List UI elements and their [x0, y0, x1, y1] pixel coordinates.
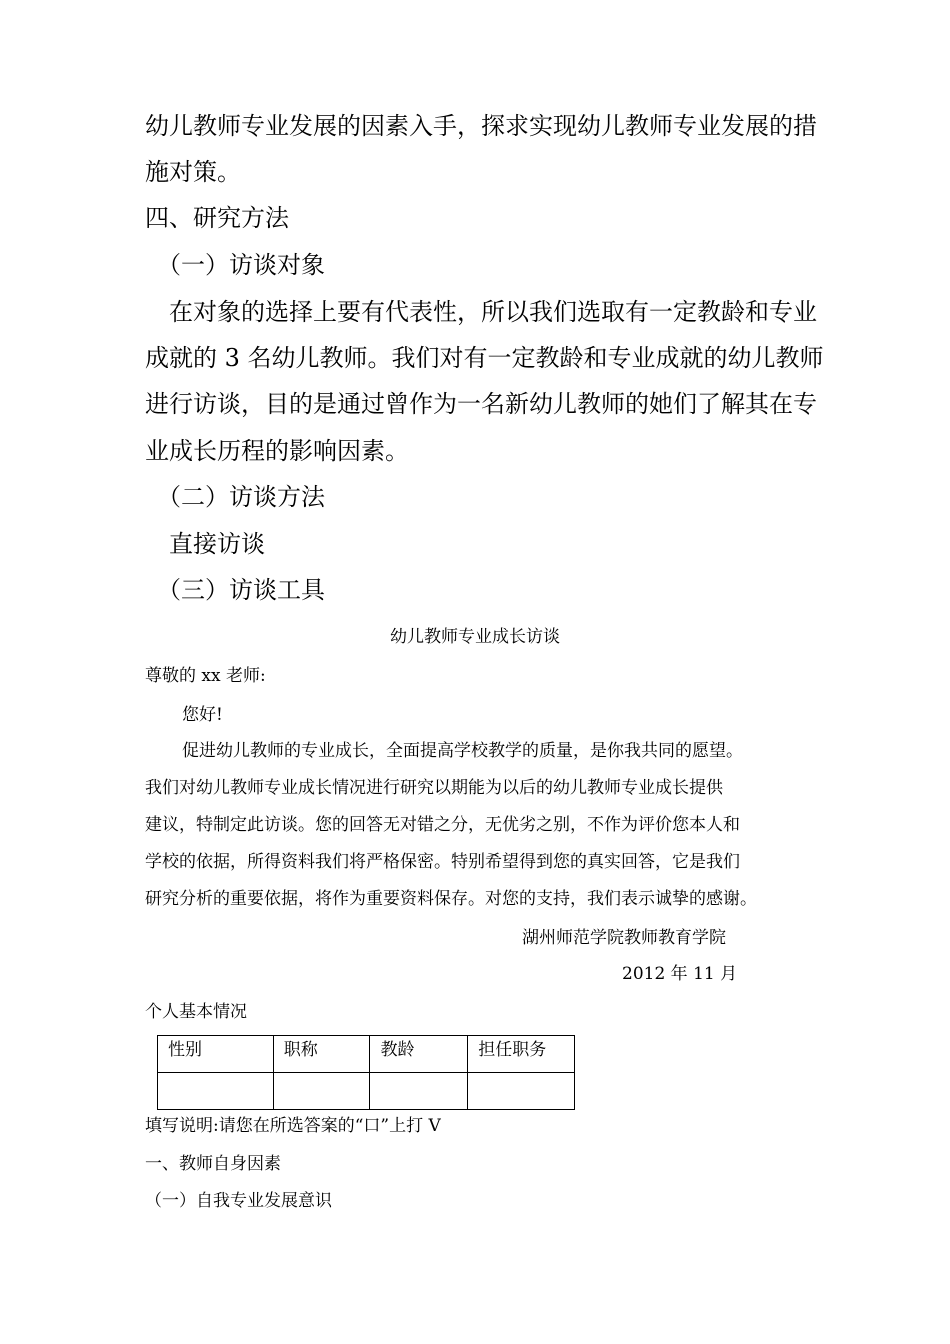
gender-cell[interactable]: [158, 1073, 274, 1110]
table-header-row: [158, 1036, 575, 1073]
table-header-cell: 担任职务: [468, 1036, 575, 1073]
intro-line-2: 施对策。: [145, 158, 241, 186]
letter-line: 我们对幼儿教师专业成长情况进行研究以期能为以后的幼儿教师专业成长提供: [145, 778, 723, 798]
subsection-title-3: （三）访谈工具: [157, 576, 325, 604]
letter-salutation: 尊敬的 xx 老师:: [145, 666, 266, 686]
letter-greeting: 您好!: [182, 705, 223, 725]
letter-date: 2012 年 11 月: [622, 964, 738, 984]
table-header-cell: 性别: [158, 1036, 274, 1073]
letter-line: 促进幼儿教师的专业成长，全面提高学校教学的质量，是你我共同的愿望。: [182, 741, 743, 761]
paragraph-line: 业成长历程的影响因素。: [145, 437, 409, 465]
paragraph-line: 成就的 3 名幼儿教师。我们对有一定教龄和专业成就的幼儿教师: [145, 344, 824, 372]
method-text: 直接访谈: [169, 530, 265, 558]
letter-signature: 湖州师范学院教师教育学院: [522, 928, 726, 948]
basic-info-table: [157, 1035, 575, 1110]
basic-info-label: 个人基本情况: [145, 1002, 247, 1022]
teaching-years-cell[interactable]: [370, 1073, 468, 1110]
letter-title: 幼儿教师专业成长访谈: [390, 627, 560, 647]
table-header-cell: 职称: [273, 1036, 370, 1073]
table-input-row: [158, 1073, 575, 1110]
section-heading: 四、研究方法: [145, 204, 289, 232]
title-cell[interactable]: [273, 1073, 370, 1110]
subsection-title-1: （一）访谈对象: [157, 251, 325, 279]
paragraph-line: 进行访谈，目的是通过曾作为一名新幼儿教师的她们了解其在专: [145, 390, 817, 418]
table-header-cell: 教龄: [370, 1036, 468, 1073]
paragraph-line: 在对象的选择上要有代表性，所以我们选取有一定教龄和专业: [169, 298, 817, 326]
fill-instructions: 填写说明:请您在所选答案的“口”上打 V: [145, 1116, 441, 1136]
part-heading: 一、教师自身因素: [145, 1154, 281, 1174]
letter-line: 学校的依据，所得资料我们将严格保密。特别希望得到您的真实回答，它是我们: [145, 852, 740, 872]
subsection-title-2: （二）访谈方法: [157, 483, 325, 511]
letter-line: 建议，特制定此访谈。您的回答无对错之分，无优劣之别，不作为评价您本人和: [145, 815, 740, 835]
letter-line: 研究分析的重要依据，将作为重要资料保存。对您的支持，我们表示诚挚的感谢。: [145, 889, 757, 909]
part-subheading: （一）自我专业发展意识: [145, 1191, 332, 1211]
position-cell[interactable]: [468, 1073, 575, 1110]
intro-line-1: 幼儿教师专业发展的因素入手，探求实现幼儿教师专业发展的措: [145, 112, 817, 140]
